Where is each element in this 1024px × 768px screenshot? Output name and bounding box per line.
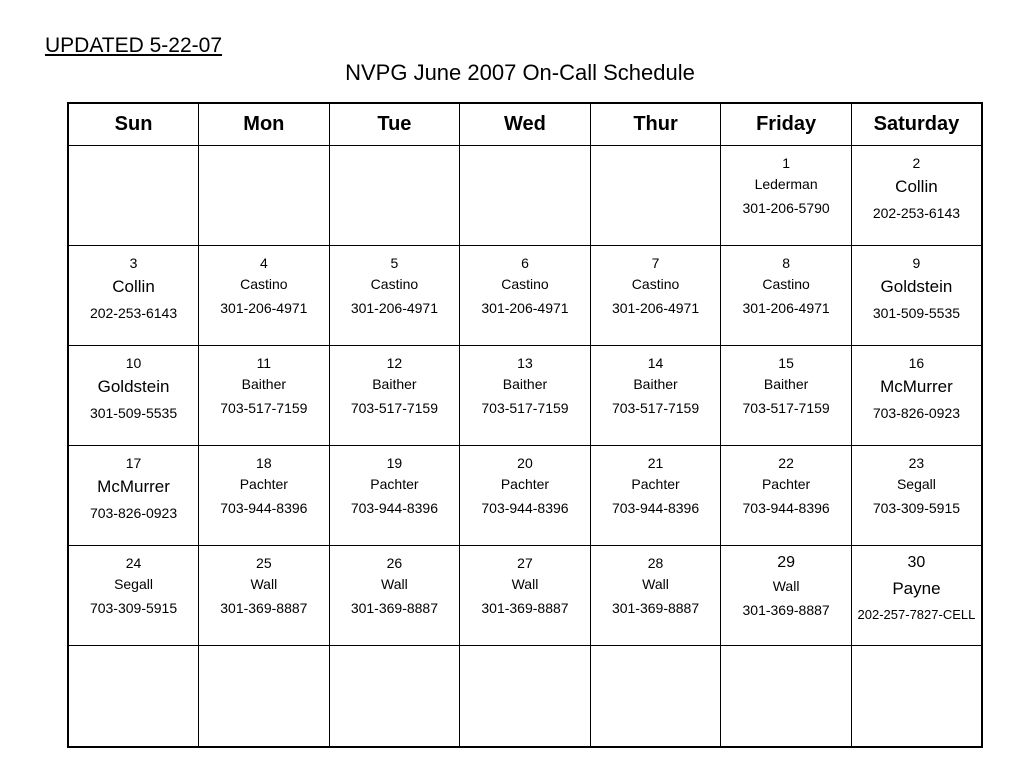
day-number: 28 [647,555,664,571]
phone-number: 301-369-8887 [481,600,569,616]
doctor-name: Wall [511,576,539,592]
week-row [68,446,982,546]
phone-number: 301-206-4971 [350,300,438,316]
phone-number: 703-826-0923 [872,405,961,421]
doctor-name: Lederman [754,176,818,192]
doctor-name: Baither [372,376,417,392]
day-number: 27 [517,555,533,571]
day-cell-20 [460,446,591,546]
day-number: 7 [651,255,660,271]
week-row [68,646,982,748]
day-number: 22 [778,455,794,471]
day-number: 18 [256,455,272,471]
empty-day-cell [199,146,330,246]
day-cell-30 [851,546,982,646]
weekday-header-row [68,103,982,146]
phone-number: 202-253-6143 [89,305,178,321]
day-number: 21 [647,455,664,471]
on-call-calendar [67,102,983,748]
phone-number: 703-944-8396 [742,500,830,516]
day-number: 24 [125,555,142,571]
day-cell-9 [851,246,982,346]
phone-number: 301-206-5790 [742,200,830,216]
day-cell-4 [199,246,330,346]
day-cell-29 [721,546,852,646]
day-number: 4 [259,255,268,271]
header-tue: Tue [329,103,460,146]
doctor-name: Baither [502,376,548,392]
day-number: 16 [908,355,925,371]
doctor-name: Collin [895,177,938,196]
phone-number: 301-369-8887 [742,602,830,618]
day-number: 5 [390,255,399,271]
day-number: 30 [907,554,926,571]
doctor-name: Pachter [239,476,288,492]
doctor-name: McMurrer [880,377,953,396]
doctor-name: Segall [896,476,936,492]
day-number: 23 [908,455,925,471]
day-number: 9 [912,255,921,271]
day-number: 3 [129,255,138,271]
day-cell-21 [590,446,721,546]
phone-number: 301-206-4971 [481,300,569,316]
doctor-name: Castino [370,276,419,292]
phone-number: 703-517-7159 [742,400,830,416]
phone-number: 703-517-7159 [220,400,308,416]
phone-number: 703-309-5915 [89,600,178,616]
phone-number: 703-944-8396 [481,500,569,516]
day-cell-3 [68,246,199,346]
day-cell-19 [329,446,460,546]
doctor-name: Payne [892,579,941,598]
header-sun: Sun [68,103,199,146]
day-number: 15 [778,355,794,371]
day-cell-8 [721,246,852,346]
doctor-name: Segall [114,576,153,592]
empty-day-cell [721,646,852,748]
day-cell-17 [68,446,199,546]
day-number: 10 [125,355,142,371]
doctor-name: Pachter [631,476,680,492]
updated-date: UPDATED 5-22-07 [45,34,223,57]
empty-day-cell [68,646,199,748]
phone-number: 703-944-8396 [220,500,308,516]
day-cell-11 [199,346,330,446]
phone-number: 703-517-7159 [481,400,569,416]
day-cell-10 [68,346,199,446]
empty-day-cell [851,646,982,748]
phone-number: 703-517-7159 [611,400,700,416]
phone-number: 301-369-8887 [611,600,700,616]
phone-number: 703-826-0923 [89,505,178,521]
day-cell-26 [329,546,460,646]
doctor-name: Baither [633,376,678,392]
doctor-name: Pachter [500,476,550,492]
doctor-name: Goldstein [97,377,170,396]
empty-day-cell [590,646,721,748]
day-cell-28 [590,546,721,646]
week-row [68,346,982,446]
week-row [68,546,982,646]
doctor-name: Castino [501,276,549,292]
header-saturday: Saturday [851,103,982,146]
doctor-name: Pachter [370,476,419,492]
doctor-name: Wall [642,576,669,592]
day-number: 8 [782,255,790,271]
day-cell-18 [199,446,330,546]
day-cell-15 [721,346,852,446]
doctor-name: Wall [381,576,408,592]
day-cell-22 [721,446,852,546]
day-cell-7 [590,246,721,346]
header-friday: Friday [721,103,852,146]
day-cell-13 [460,346,591,446]
phone-number: 703-517-7159 [350,400,438,416]
day-number: 19 [386,455,403,471]
day-cell-5 [329,246,460,346]
doctor-name: Wall [250,576,278,592]
doctor-name: Castino [762,276,810,292]
header-mon: Mon [199,103,330,146]
phone-number: 301-206-4971 [220,300,308,316]
day-cell-24 [68,546,199,646]
day-cell-1 [721,146,852,246]
doctor-name: Pachter [761,476,811,492]
day-number: 13 [517,355,533,371]
empty-day-cell [199,646,330,748]
day-cell-16 [851,346,982,446]
empty-day-cell [329,646,460,748]
day-number: 6 [521,255,529,271]
empty-day-cell [460,646,591,748]
phone-number: 703-309-5915 [872,500,961,516]
page-title: NVPG June 2007 On-Call Schedule [345,60,695,85]
day-cell-27 [460,546,591,646]
phone-number: 301-369-8887 [220,600,308,616]
day-number: 20 [517,455,533,471]
doctor-name: Collin [112,277,155,296]
day-cell-23 [851,446,982,546]
day-cell-12 [329,346,460,446]
cell-phone-number: 202-257-7827-CELL [857,607,976,622]
day-number: 2 [912,155,921,171]
day-cell-2 [851,146,982,246]
phone-number: 703-944-8396 [611,500,700,516]
week-row [68,246,982,346]
doctor-name: Castino [240,276,288,292]
empty-day-cell [329,146,460,246]
doctor-name: Goldstein [880,277,953,296]
day-number: 1 [782,155,790,171]
phone-number: 301-509-5535 [872,305,961,321]
empty-day-cell [68,146,199,246]
day-number: 29 [777,554,795,571]
doctor-name: Castino [631,276,680,292]
empty-day-cell [460,146,591,246]
phone-number: 301-206-4971 [742,300,830,316]
day-number: 17 [125,455,142,471]
empty-day-cell [590,146,721,246]
day-number: 14 [647,355,664,371]
day-number: 26 [386,555,403,571]
phone-number: 202-253-6143 [872,205,961,221]
day-cell-25 [199,546,330,646]
doctor-name: Baither [763,376,809,392]
day-number: 11 [256,355,272,371]
phone-number: 301-369-8887 [350,600,438,616]
doctor-name: Baither [241,376,287,392]
day-number: 25 [256,555,272,571]
phone-number: 703-944-8396 [350,500,438,516]
header-wed: Wed [460,103,591,146]
header-thur: Thur [590,103,721,146]
doctor-name: McMurrer [97,477,170,496]
phone-number: 301-206-4971 [611,300,700,316]
week-row [68,146,982,246]
day-number: 12 [386,355,403,371]
day-cell-14 [590,346,721,446]
phone-number: 301-509-5535 [89,405,178,421]
day-cell-6 [460,246,591,346]
doctor-name: Wall [772,578,800,594]
